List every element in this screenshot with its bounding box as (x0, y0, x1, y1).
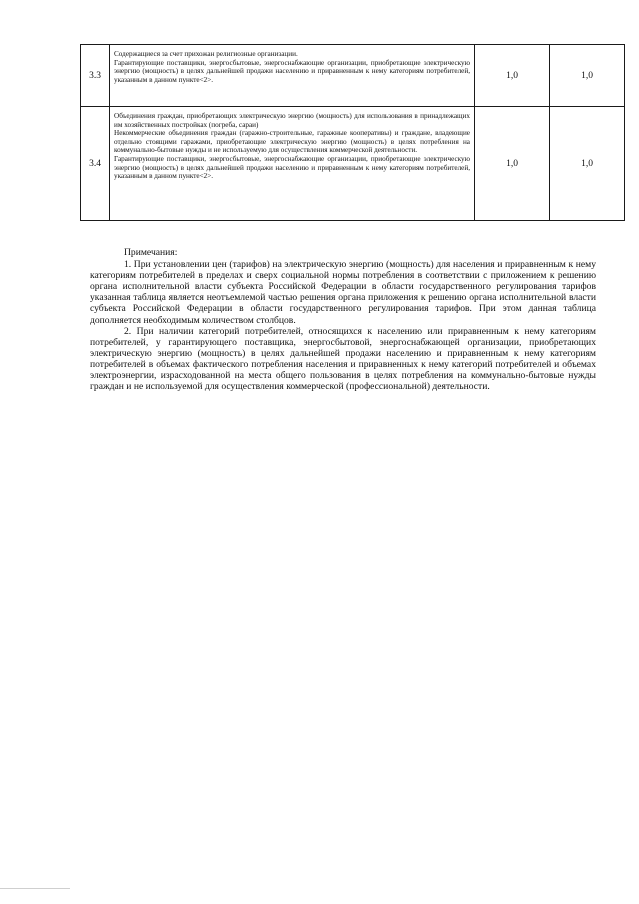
row-description (110, 45, 475, 107)
tariff-table (80, 44, 625, 221)
description-line: Объединения граждан, приобретающих электрическую энергию (мощность) для использования в принадлежащих им хозяйственных постройках (погреба, сараи) (114, 112, 470, 129)
description-line: Гарантирующие поставщики, энергосбытовые, энергоснабжающие организации, приобретающие электрическую энергию (мощность) в целях дальнейшей продажи населению и приравненным к нему категориям потребителей, указанным в данном пункте<2>. (114, 154, 470, 181)
row-description (110, 107, 475, 221)
row-number: 3.3 (81, 45, 110, 107)
description-line: Гарантирующие поставщики, энергосбытовые, энергоснабжающие организации, приобретающие электрическую энергию (мощность) в целях дальнейшей продажи населению и приравненным к нему категориям потребителей, указанным в данном пункте<2>. (114, 58, 470, 84)
table-row (81, 107, 625, 221)
row-value-1: 1,0 (475, 45, 550, 107)
row-value-2: 1,0 (550, 107, 625, 221)
description-line: Содержащиеся за счет прихожан религиозные организации. (114, 50, 298, 58)
description-line: Некоммерческие объединения граждан (гаражно-строительные, гаражные кооперативы) и граждане, владеющие отдельно стоящими гаражами, приобретающие электрическую энергию (мощность) в целях потребления на коммунально-бытовые нужды и не используемую для осуществления коммерческой деятельности. (114, 129, 470, 155)
table-row (81, 45, 625, 107)
row-value-1: 1,0 (475, 107, 550, 221)
row-number: 3.4 (81, 107, 110, 221)
notes-title: Примечания: (124, 247, 178, 258)
footnote-divider (0, 888, 70, 889)
notes-section (90, 247, 596, 392)
note-paragraph: 2. При наличии категорий потребителей, относящихся к населению или приравненным к нему категориям потребителей, у гарантирующего поставщика, энергосбытовой, энергоснабжающей организации, приобретающих электрическую энергию (мощность) в целях дальнейшей продажи населению и приравненным к нему категориям потребителей в объемах фактического потребления населения и приравненных к нему категорий потребителей и объемах электроэнергии, израсходованной на места общего пользования в целях потребления на коммунально-бытовые нужды граждан и не используемой для осуществления коммерческой (профессиональной) деятельности. (90, 325, 596, 393)
note-paragraph: 1. При установлении цен (тарифов) на электрическую энергию (мощность) для населения и приравненным к нему категориям потребителей в пределах и сверх социальной нормы потребления в соответствии с приложением к решению органа исполнительной власти субъекта Российской Федерации в области государственного регулирования тарифов указанная таблица является неотъемлемой частью решения органа приложения к решению органа исполнительной власти субъекта Российской Федерации в области государственного регулирования тарифов. При этом данная таблица дополняется необходимым количеством столбцов. (90, 259, 596, 326)
row-value-2: 1,0 (550, 45, 625, 107)
